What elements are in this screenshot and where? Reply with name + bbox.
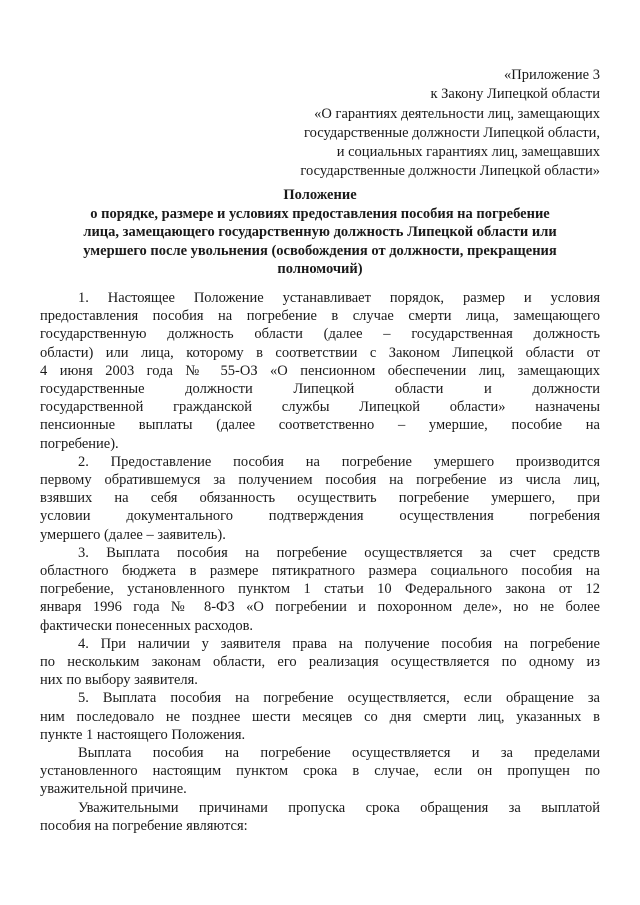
appendix-line: государственные должности Липецкой области, [304, 124, 600, 141]
title-line: о порядке, размере и условиях предоставления пособия на погребение [90, 205, 550, 222]
paragraph-line: пособия на погребение являются: [40, 817, 248, 834]
paragraph-line: уважительной причине. [40, 781, 187, 798]
appendix-line: «О гарантиях деятельности лиц, замещающих [314, 105, 600, 122]
paragraph-line: государственные должности Липецкой области и должности [40, 381, 600, 398]
paragraph-line: по нескольким законам области, его реализация осуществляется по одному из [40, 654, 600, 671]
appendix-line: государственные должности Липецкой области» [300, 163, 600, 180]
appendix-line: «Приложение 3 [504, 67, 600, 83]
appendix-header [300, 66, 600, 182]
title-line: лица, замещающего государственную должность Липецкой области или [83, 224, 557, 240]
paragraph-line: 4. При наличии у заявителя права на получение пособия на погребение [78, 635, 600, 652]
paragraph-line: пенсионные выплаты (далее соответственно – умершие, пособие на [40, 417, 600, 434]
paragraph-line: взявших на себя обязанность осуществить погребение умершего, при [40, 490, 600, 507]
paragraph [40, 635, 600, 690]
document-title [40, 186, 600, 279]
paragraph-line: условии документального подтверждения осуществления погребения [40, 508, 600, 525]
paragraph-line: областного бюджета в размере пятикратного размера социального пособия на [40, 563, 600, 580]
paragraph [40, 453, 600, 544]
paragraph-line: 1. Настоящее Положение устанавливает порядок, размер и условия [78, 290, 600, 306]
paragraph-line: погребение, установленного пунктом 1 статьи 10 Федерального закона от 12 [40, 581, 600, 598]
paragraph [40, 289, 600, 453]
paragraph-line: государственной гражданской службы Липецкой области» назначены [40, 399, 600, 416]
paragraph [40, 744, 600, 799]
paragraph-line: государственную должность области (далее – государственная должность [40, 326, 600, 343]
paragraph-line: области) или лица, которому в соответствии с Законом Липецкой области от [40, 344, 600, 361]
paragraph-line: ним последовало не позднее шести месяцев со дня смерти лиц, указанных в [40, 708, 600, 725]
paragraph-line: Выплата пособия на погребение осуществляется и за пределами [78, 745, 600, 762]
paragraph-line: первому обратившемуся за получением пособия на погребение из числа лиц, [40, 472, 600, 489]
appendix-line: к Закону Липецкой области [430, 86, 600, 103]
appendix-line: и социальных гарантиях лиц, замещавших [336, 144, 600, 161]
paragraph [40, 544, 600, 635]
paragraph [40, 799, 600, 835]
paragraph-line: предоставления пособия на погребение в случае смерти лица, замещающего [40, 308, 600, 325]
title-line: умершего после увольнения (освобождения от должности, прекращения [83, 242, 557, 259]
title-line: Положение [283, 187, 357, 203]
paragraph-line: Уважительными причинами пропуска срока обращения за выплатой [78, 799, 600, 816]
paragraph-line: января 1996 года № 8-ФЗ «О погребении и похоронном деле», но не более [40, 599, 600, 616]
paragraph-line: 5. Выплата пособия на погребение осуществляется, если обращение за [78, 690, 600, 707]
paragraph-line: 4 июня 2003 года № 55-ОЗ «О пенсионном обеспечении лиц, замещающих [40, 362, 600, 379]
paragraph-line: установленного настоящим пунктом срока в случае, если он пропущен по [40, 763, 600, 780]
document-body [40, 289, 600, 835]
paragraph-line: 2. Предоставление пособия на погребение умершего производится [78, 453, 600, 470]
paragraph-line: фактически понесенных расходов. [40, 617, 254, 634]
paragraph-line: погребение). [40, 435, 119, 452]
paragraph-line: них по выбору заявителя. [40, 672, 198, 689]
paragraph [40, 689, 600, 744]
paragraph-line: 3. Выплата пособия на погребение осуществляется за счет средств [78, 544, 600, 561]
paragraph-line: пункте 1 настоящего Положения. [40, 726, 246, 743]
paragraph-line: умершего (далее – заявитель). [40, 526, 226, 543]
title-line: полномочий) [277, 261, 363, 277]
